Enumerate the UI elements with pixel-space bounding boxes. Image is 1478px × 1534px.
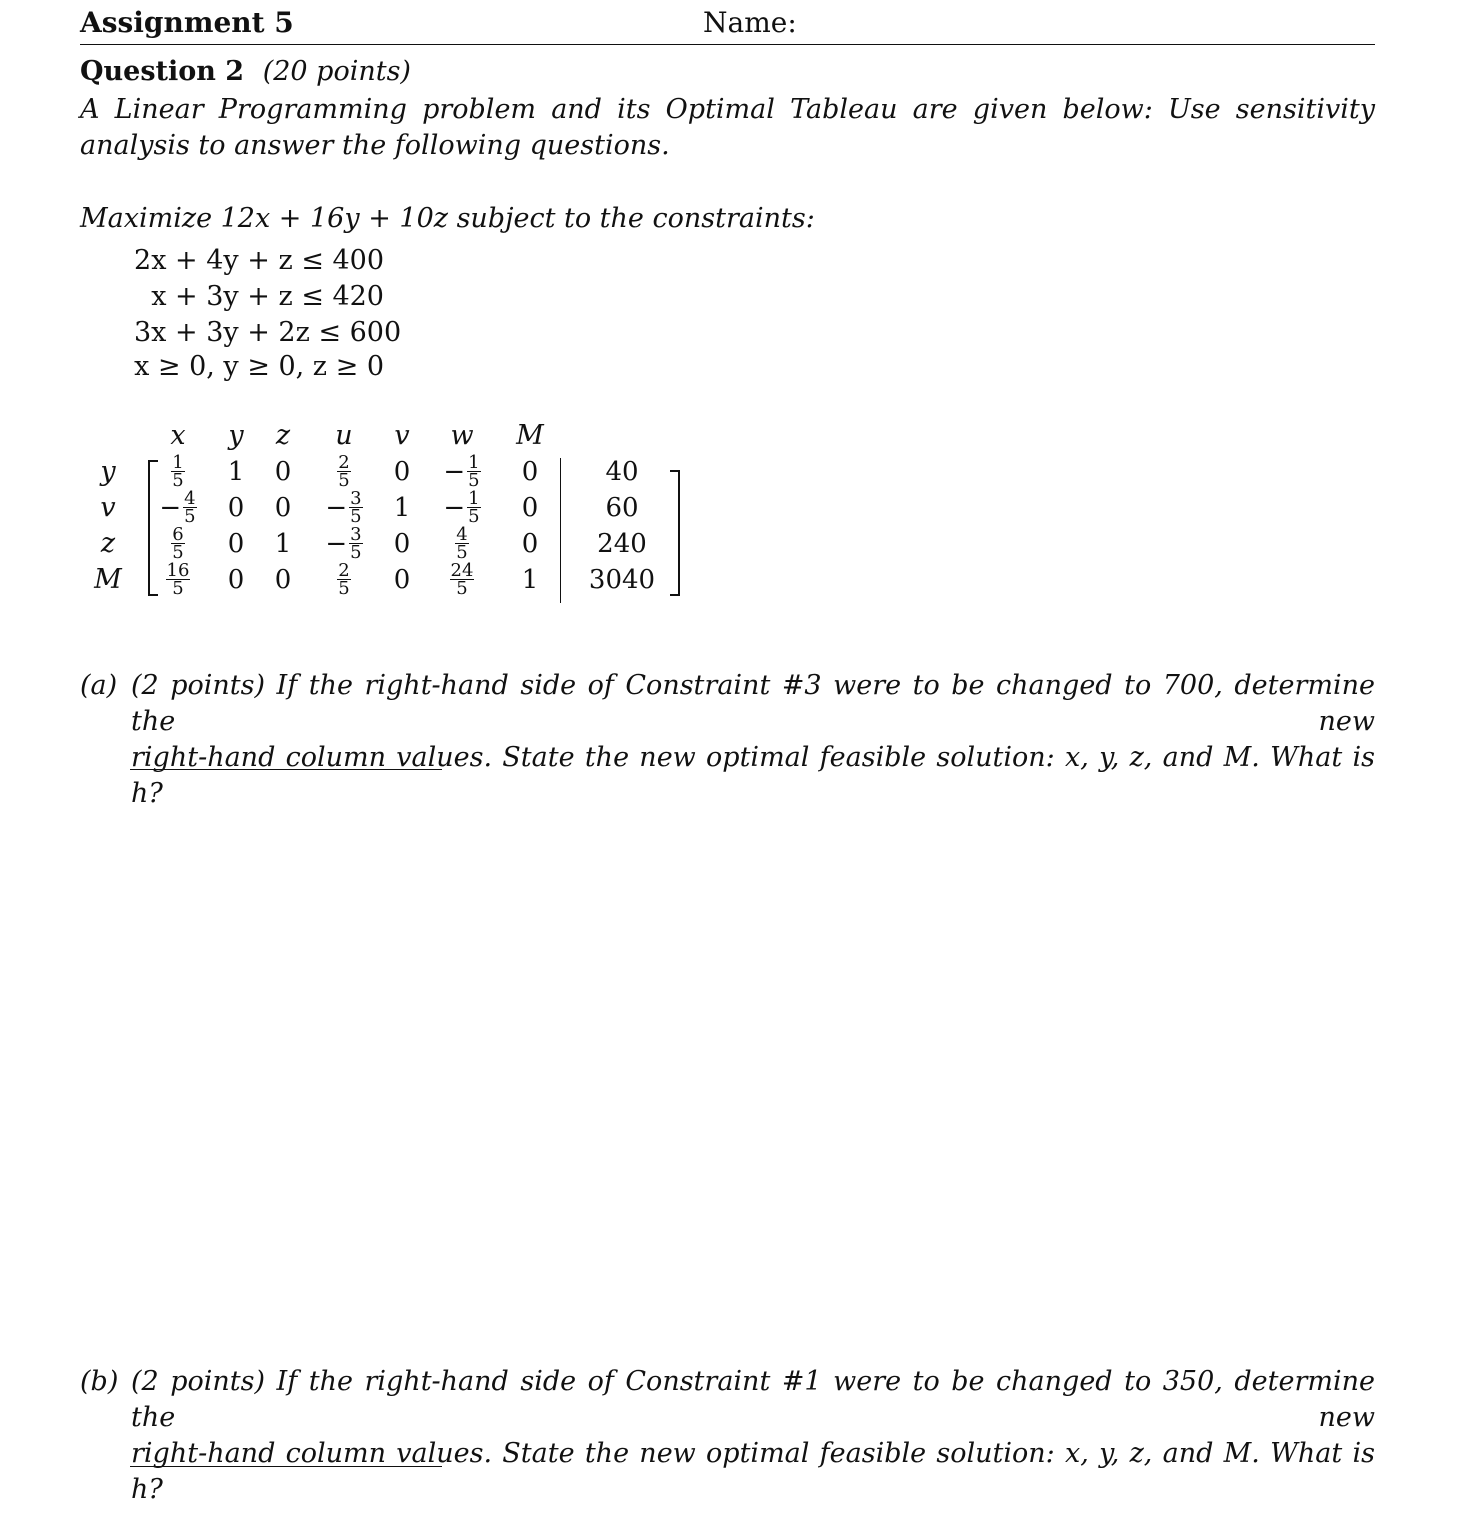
tableau-cell: 1 — [274, 529, 292, 559]
part-a-answer-line[interactable] — [130, 769, 442, 770]
question-points: (20 points) — [262, 56, 411, 87]
question-label: Question 2 — [80, 56, 245, 87]
tableau-cell: 0 — [521, 493, 539, 523]
tableau-row-label: v — [100, 492, 116, 523]
constraint-2: x + 3y + z ≤ 420 — [151, 281, 384, 312]
part-a-label: (a) — [80, 670, 118, 701]
tableau-cell: $\frac{1}{5}$ — [172, 452, 184, 491]
tableau-cell: $\frac{2}{5}$ — [338, 560, 350, 599]
tableau-cell: 1 — [227, 457, 245, 487]
part-a-line-2: right-hand column values. State the new optimal feasible solution: x, y, z, and M. What is h? — [131, 742, 1375, 809]
nonnegativity-constraint: x ≥ 0, y ≥ 0, z ≥ 0 — [134, 351, 384, 382]
question-heading — [80, 56, 411, 87]
tableau-header-z: z — [275, 420, 291, 451]
tableau-cell: 0 — [274, 565, 292, 595]
tableau-row-label: y — [100, 456, 116, 487]
tableau-cell: − $\frac{3}{5}$ — [325, 524, 362, 563]
tableau-cell: $\frac{6}{5}$ — [172, 524, 184, 563]
tableau-cell: 0 — [274, 493, 292, 523]
tableau-header-w: w — [450, 420, 474, 451]
tableau-cell: $\frac{4}{5}$ — [456, 524, 468, 563]
tableau-cell: 0 — [393, 565, 411, 595]
tableau-header-x: x — [170, 420, 186, 451]
tableau-header-y: y — [228, 420, 244, 451]
right-bracket — [670, 470, 680, 596]
rhs-divider — [560, 458, 561, 603]
part-b-line-2: right-hand column values. State the new optimal feasible solution: x, y, z, and M. What is h? — [131, 1438, 1375, 1505]
tableau-cell: 0 — [274, 457, 292, 487]
tableau-header-u: u — [335, 420, 353, 451]
tableau-cell: 0 — [227, 565, 245, 595]
tableau-cell: 1 — [393, 493, 411, 523]
tableau-header-m: M — [516, 420, 544, 451]
constraint-1: 2x + 4y + z ≤ 400 — [134, 245, 384, 276]
constraint-3: 3x + 3y + 2z ≤ 600 — [134, 317, 402, 348]
tableau-cell: 1 — [521, 565, 539, 595]
tableau-header-v: v — [394, 420, 410, 451]
tableau-cell: 0 — [393, 529, 411, 559]
tableau-cell: − $\frac{3}{5}$ — [325, 488, 362, 527]
tableau-rhs-value: 240 — [597, 529, 647, 559]
tableau-rhs-value: 3040 — [588, 565, 656, 595]
part-a — [80, 668, 1375, 812]
header-rule — [80, 44, 1375, 45]
tableau-rhs-value: 40 — [605, 457, 639, 487]
tableau-row-label: M — [94, 564, 122, 595]
tableau-cell: $\frac{16}{5}$ — [166, 560, 190, 599]
tableau-cell: − $\frac{4}{5}$ — [159, 488, 196, 527]
tableau-cell: 0 — [521, 457, 539, 487]
tableau-cell: 0 — [393, 457, 411, 487]
tableau-cell: 0 — [227, 493, 245, 523]
tableau-rhs-value: 60 — [605, 493, 639, 523]
tableau-cell: − $\frac{1}{5}$ — [443, 488, 480, 527]
part-a-line-1: (2 points) If the right-hand side of Constraint #3 were to be changed to 700, determine the new — [131, 670, 1375, 737]
part-b-label: (b) — [80, 1366, 119, 1397]
tableau-cell: − $\frac{1}{5}$ — [443, 452, 480, 491]
tableau-cell: $\frac{2}{5}$ — [338, 452, 350, 491]
part-b-line-1: (2 points) If the right-hand side of Constraint #1 were to be changed to 350, determine the new — [131, 1366, 1375, 1433]
tableau-cell: 0 — [521, 529, 539, 559]
objective-function: Maximize 12x + 16y + 10z subject to the constraints: — [80, 203, 815, 234]
assignment-title: Assignment 5 — [80, 6, 294, 39]
part-b-answer-line[interactable] — [130, 1466, 442, 1467]
tableau-row-label: z — [100, 528, 116, 559]
question-intro: A Linear Programming problem and its Optimal Tableau are given below: Use sensitivity analysis to answer the following questions. — [80, 94, 1375, 161]
tableau-cell: 0 — [227, 529, 245, 559]
name-label: Name: — [703, 6, 797, 39]
tableau-cell: $\frac{24}{5}$ — [450, 560, 474, 599]
part-b — [80, 1364, 1375, 1508]
